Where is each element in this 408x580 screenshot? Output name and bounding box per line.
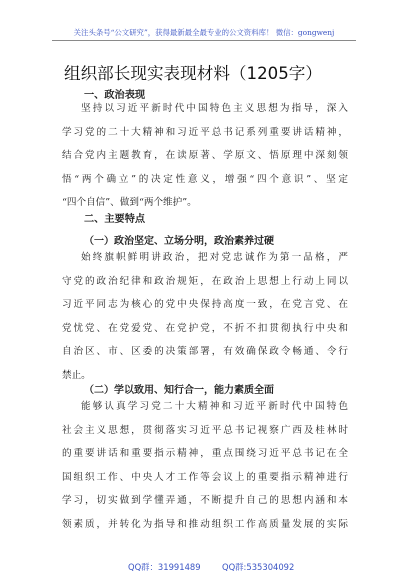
paragraph-political-firmness [62,246,348,388]
text-line: 能够认真学习党二十大精神和习近平新时代中国特色 [81,401,348,412]
text-line: 结合党内主题教育，在读原著、学原文、悟原理中深刻领 [62,150,348,162]
text-line: 禁止。 [62,369,91,381]
text-line: 国组织工作、中央人才工作等会议上的重要指示精神进行 [62,471,348,483]
header-divider [52,40,356,41]
text-line: 习近平同志为核心的党中央保持高度一致，在党言党、在 [62,299,348,311]
subsection-heading-learning: （二）学以致用、知行合一，能力素质全面 [84,385,274,396]
text-line: 学习，切实做到学懂弄通，不断提升自己的思想内涵和本 [62,495,348,507]
paragraph-political [62,97,348,215]
footer-qq-group-1: QQ群：31991489 [128,562,201,572]
document-title: 组织部长现实表现材料（1205字） [64,64,322,83]
text-line: 悟“两个确立”的决定性意义，增强“四个意识”、坚定 [62,173,348,185]
text-line: 自治区、市、区委的决策部署，有效确保政令畅通、令行 [62,346,348,358]
text-line: 学习党的二十大精神和习近平总书记系列重要讲话精神， [62,126,348,138]
header-banner: 关注头条号“公文研究”，获得最新最全最专业的公文资料库！ 微信：gongwenj [73,28,335,37]
subsection-heading-political-firmness: （一）政治坚定、立场分明，政治素养过硬 [84,236,274,247]
text-line: 始终旗帜鲜明讲政治，把对党忠诚作为第一品格，严 [81,252,348,263]
section-heading-features: 二、主要特点 [84,214,146,225]
text-line: 领素质，并转化为指导和推动组织工作高质量发展的实际 [62,518,348,530]
text-line: 守党的政治纪律和政治规矩，在政治上思想上行动上同以 [62,275,348,287]
text-line: 坚持以习近平新时代中国特色主义思想为指导，深入 [81,103,348,114]
section-heading-political: 一、政治表现 [84,90,146,101]
footer-qq-group-2: QQ群:535304092 [222,562,295,572]
text-line: 社会主义思想，贯彻落实习近平总书记视察广西及桂林时 [62,424,348,436]
text-line: 的重要讲话和重要指示精神，重点围绕习近平总书记在全 [62,448,348,460]
text-line: “四个自信”、做到“两个维护”。 [62,197,197,209]
paragraph-learning [62,395,348,537]
text-line: 党忧党、在党爱党、在党护党，不折不扣贯彻执行中央和 [62,322,348,334]
